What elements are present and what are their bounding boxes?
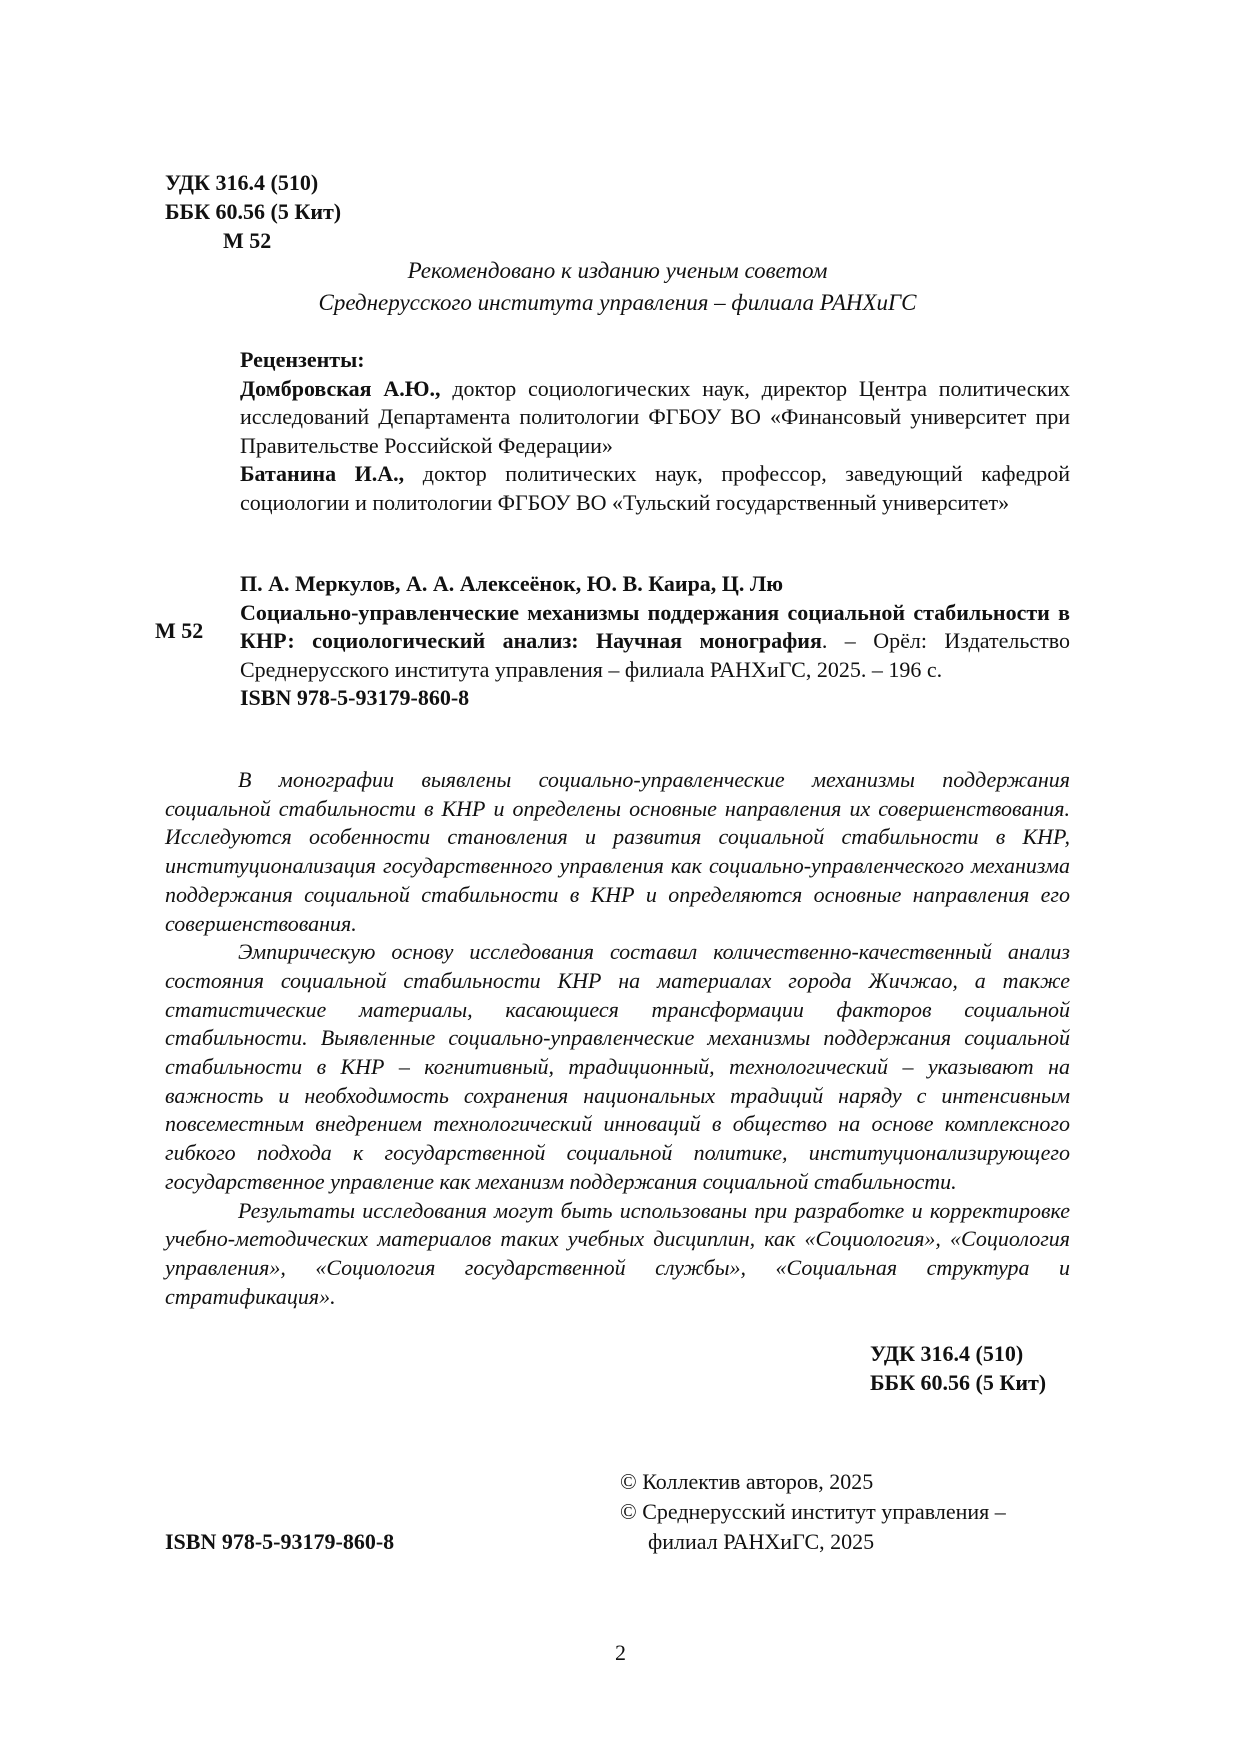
recommendation-line-1: Рекомендовано к изданию ученым советом <box>407 258 828 283</box>
abstract-paragraph-2: Эмпирическую основу исследования составил количественно-качественный анализ состояния социальной стабильности КНР на материалах города Жичжао, а также статистические материалы, касающиеся трансформации факторов социальной стабильности. Выявленные социально-управленческие механизмы поддержания социальной стабильности в КНР – когнитивный, традиционный, технологический – указывают на важность и необходимость сохранения национальных традиций наряду с интенсивным повсеместным внедрением технологический инноваций в общество на основе комплексного гибкого подхода к государственной социальной политике, институционализирующего государственное управление как механизм поддержания социальной стабильности. <box>165 939 1070 1194</box>
footer-udk: УДК 316.4 (510) <box>870 1341 1024 1366</box>
copyright-line-2: © Среднерусский институт управления – <box>620 1499 1006 1524</box>
reviewer-2-text: доктор политических наук, профессор, заведующий кафедрой социологии и политологии ФГБОУ ВО «Тульский государственный университет» <box>240 461 1071 515</box>
abstract-paragraph-1: В монографии выявлены социально-управленческие механизмы поддержания социальной стабильности в КНР и определены основные направления их совершенствования. Исследуются особенности становления и развития социальной стабильности в КНР, институционализация государственного управления как социально-управленческого механизма поддержания социальной стабильности в КНР и определяются основные направления его совершенствования. <box>165 767 1070 936</box>
page-number: 2 <box>615 1640 626 1665</box>
bib-mark: М 52 <box>155 618 204 643</box>
reviewer-1 <box>240 375 1070 461</box>
bib-description <box>240 599 1070 685</box>
bbk-code: ББК 60.56 (5 Кит) <box>165 199 342 224</box>
abstract <box>165 766 1070 1311</box>
bib-isbn: ISBN 978-5-93179-860-8 <box>240 685 470 710</box>
classification-codes <box>165 168 341 255</box>
author-mark: М 52 <box>223 228 272 253</box>
reviewer-2 <box>240 460 1070 517</box>
footer-bbk: ББК 60.56 (5 Кит) <box>870 1370 1047 1395</box>
reviewers-heading: Рецензенты: <box>240 347 365 372</box>
footer-codes <box>870 1339 1046 1397</box>
bibliographic-record <box>240 570 1070 713</box>
abstract-paragraph-3: Результаты исследования могут быть использованы при разработке и корректировке учебно-методических материалов таких учебных дисциплин, как «Социология», «Социология управления», «Социология государственной службы», «Социальная структура и стратификация». <box>165 1197 1070 1309</box>
bib-title: Социально-управленческие механизмы поддержания социальной стабильности в КНР: социологический анализ: Научная монография <box>240 599 1070 653</box>
isbn-bottom: ISBN 978-5-93179-860-8 <box>165 1529 395 1554</box>
copyright-line-3: филиал РАНХиГС, 2025 <box>648 1529 875 1554</box>
bib-authors: П. А. Меркулов, А. А. Алексеёнок, Ю. В. Каира, Ц. Лю <box>240 571 784 596</box>
recommendation <box>165 255 1070 319</box>
copyright-block <box>620 1467 1006 1557</box>
reviewer-1-text: доктор социологических наук, директор Центра политических исследований Департамента политологии ФГБОУ ВО «Финансовый университет при Правительстве Российской Федерации» <box>240 375 1070 458</box>
recommendation-line-2: Среднерусского института управления – филиала РАНХиГС <box>318 290 917 315</box>
reviewer-2-name: Батанина И.А., <box>240 461 405 486</box>
bib-imprint: . – Орёл: Издательство Среднерусского института управления – филиала РАНХиГС, 2025. – 196 с. <box>240 628 1070 682</box>
reviewer-1-name: Домбровская А.Ю., <box>240 375 441 401</box>
reviewers-block <box>240 346 1070 517</box>
copyright-line-1: © Коллектив авторов, 2025 <box>620 1469 874 1494</box>
udk-code: УДК 316.4 (510) <box>165 170 319 195</box>
